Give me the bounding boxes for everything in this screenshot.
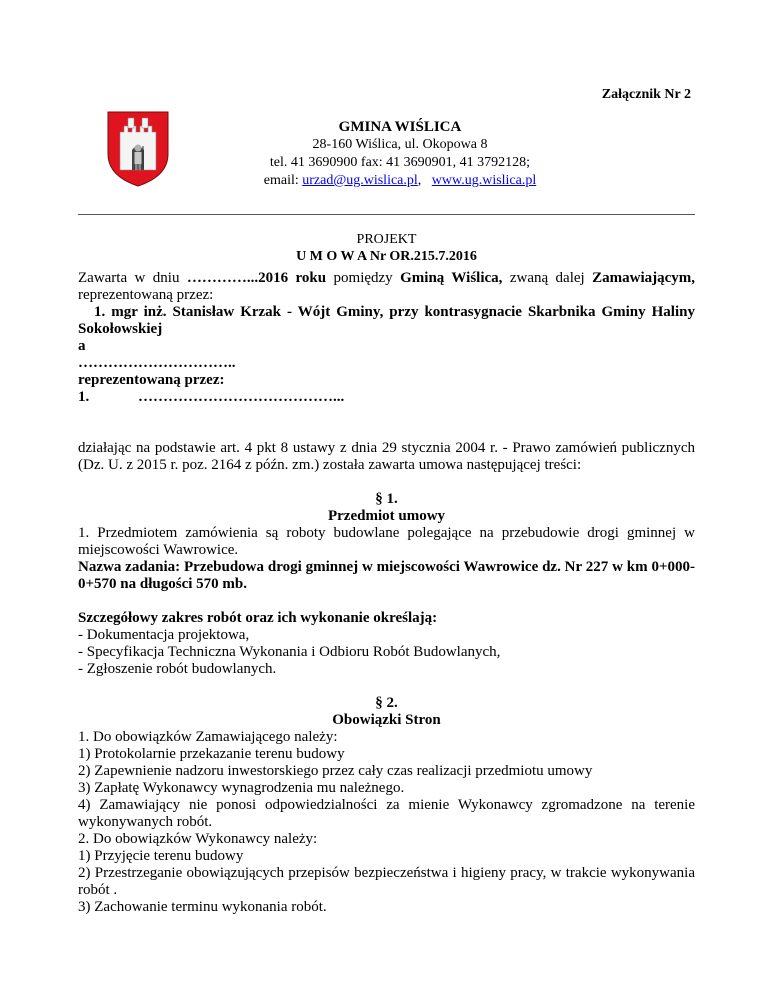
and-conjunction: a: [78, 338, 86, 354]
section-2-line: 1) Przyjęcie terenu budowy: [78, 848, 244, 864]
rep-two-number: 1.: [78, 389, 90, 405]
section-1-title: Przedmiot umowy: [327, 508, 446, 524]
section-2-line: 2. Do obowiązków Wykonawcy należy:: [78, 831, 318, 847]
legal-basis: działając na podstawie art. 4 pkt 8 ustawy z dnia 29 stycznia 2004 r. - Prawo zamówień publicznych (Dz. U. z 2015 r. poz. 2164 z późn. zm.) została zawarta umowa następującej treści:: [78, 440, 695, 473]
website-link[interactable]: www.ug.wislica.pl: [431, 173, 537, 188]
scope-item: - Zgłoszenie robót budowlanych.: [78, 661, 277, 677]
section-2-line: 2) Przestrzeganie obowiązujących przepisów bezpieczeństwa i higieny pracy, w trakcie wykonywania robót .: [78, 865, 695, 898]
section-2-line: 3) Zachowanie terminu wykonania robót.: [78, 899, 327, 915]
attachment-label: Załącznik Nr 2: [601, 87, 691, 102]
section-2-line: 2) Zapewnienie nadzoru inwestorskiego przez cały czas realizacji przedmiotu umowy: [78, 763, 593, 779]
email-link[interactable]: urzad@ug.wislica.pl: [302, 173, 418, 188]
section-2-line: 3) Zapłatę Wykonawcy wynagrodzenia mu należnego.: [78, 780, 405, 796]
represented-by: reprezentowaną przez:: [78, 287, 214, 303]
intro-between: pomiędzy: [333, 270, 393, 286]
represented-by-2: reprezentowaną przez:: [78, 372, 225, 388]
header-divider: [78, 214, 695, 215]
title-block: [78, 231, 695, 265]
date-blank: …………...2016 roku: [186, 270, 327, 286]
section-2-title: Obowiązki Stron: [332, 712, 441, 728]
section-2-line: 4) Zamawiający nie ponosi odpowiedzialności za mienie Wykonawcy zgromadzone na terenie wykonywanych robót.: [78, 797, 695, 830]
ordering-party: Zamawiającym,: [592, 270, 696, 286]
scope-item: - Dokumentacja projektowa,: [78, 627, 250, 643]
office-header: [160, 118, 640, 190]
contractor-blank: …………………………..: [78, 355, 236, 371]
email-label: email:: [263, 173, 299, 188]
section-1-para-1: 1. Przedmiotem zamówienia są roboty budowlane polegające na przebudowie drogi gminnej w miejscowości Wawrowice.: [78, 525, 695, 558]
intro-text: Zawarta w dniu: [78, 270, 180, 286]
office-phone: tel. 41 3690900 fax: 41 3690901, 41 3792128;: [269, 155, 531, 170]
representative-one: 1. mgr inż. Stanisław Krzak - Wójt Gminy, przy kontrasygnacie Skarbnika Gminy Haliny Sokołowskiej: [78, 304, 695, 337]
scope-title: Szczegółowy zakres robót oraz ich wykonanie określają:: [78, 610, 438, 626]
office-address: 28-160 Wiślica, ul. Okopowa 8: [312, 137, 488, 152]
task-name: Nazwa zadania: Przebudowa drogi gminnej w miejscowości Wawrowice dz. Nr 227 w km 0+000-0+570 na długości 570 mb.: [78, 559, 695, 592]
scope-item: - Specyfikacja Techniczna Wykonania i Odbioru Robót Budowlanych,: [78, 644, 501, 660]
intro-paragraph: [78, 270, 695, 304]
section-2-line: 1) Protokolarnie przekazanie terenu budowy: [78, 746, 345, 762]
representative-two: [78, 389, 695, 406]
project-label: PROJEKT: [356, 232, 417, 247]
contact-separator: ,: [417, 173, 422, 188]
intro-called: zwaną dalej: [509, 270, 585, 286]
party-one: Gminą Wiślica,: [400, 270, 503, 286]
rep-two-blank: …………………………………...: [138, 389, 345, 405]
office-name: GMINA WIŚLICA: [338, 119, 462, 135]
section-2-line: 1. Do obowiązków Zamawiającego należy:: [78, 729, 338, 745]
office-contact-line: [160, 172, 640, 190]
section-2-number: § 2.: [375, 695, 398, 711]
section-1-number: § 1.: [375, 491, 398, 507]
contract-title: U M O W A Nr OR.215.7.2016: [296, 249, 477, 264]
document-body: [78, 270, 695, 916]
